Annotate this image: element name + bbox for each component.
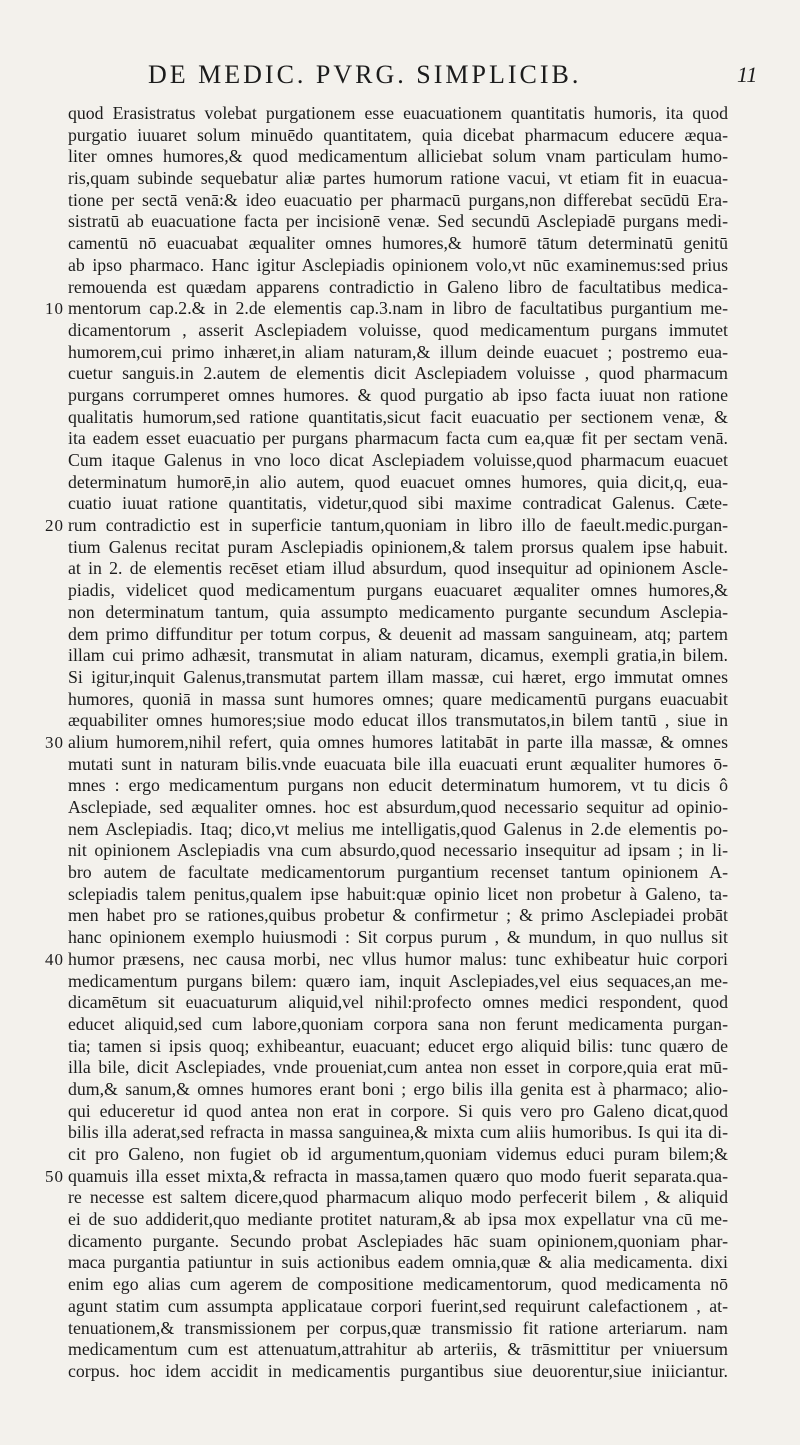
text-line: sistratū ab euacuatione facta per incisionē venæ. Sed secundū Asclepiadē purgans medi-: [68, 211, 728, 232]
text-line: purgatio iuuaret solum minuēdo quantitatem, quia dicebat pharmacum educere æqua-: [68, 124, 728, 145]
text-line: bilis illa aderat,sed refracta in massa sanguinea,& mixta cum aliis humoribus. Is qui ita di-: [68, 1122, 728, 1143]
text-line: dicamētum sit euacuaturum aliquid,vel nihil:profecto omnes medici respondent, quod: [68, 992, 728, 1013]
text-line: ris,quam subinde sequebatur aliæ partes humorum ratione vacui, vt etiam fit in euacua-: [68, 168, 728, 189]
text-line: corpus. hoc idem accidit in medicamentis purgantibus siue deuorentur,siue iniiciantur.: [68, 1360, 728, 1381]
text-line: bro autem de facultate medicamentorum purgantium recenset tantum opinionem A-: [68, 862, 728, 883]
running-title: DE MEDIC. PVRG. SIMPLICIB.: [148, 60, 582, 89]
text-line: enim ego alias cum agerem de compositione medicamentorum, quod medicamenta nō: [68, 1274, 728, 1295]
text-line: humor præsens, nec causa morbi, nec vllus humor malus: tunc exhibeatur huic corpori: [68, 948, 728, 969]
text-line: ei de suo addiderit,quo mediante protitet naturam,& ab ipsa mox expellatur vna cū me-: [68, 1209, 728, 1230]
text-line: Cum itaque Galenus in vno loco dicat Asclepiadem voluisse,quod pharmacum euacuet: [68, 450, 728, 470]
text-line: medicamentum cum est attenuatum,attrahitur ab arteriis, & trāsmittitur per vniuersum: [68, 1339, 728, 1360]
body-text: [68, 103, 728, 1383]
text-line: re necesse est saltem dicere,quod pharmacum aliquo modo perfecerit bilem , & aliquid: [68, 1187, 728, 1208]
text-line: tium Galenus recitat puram Asclepiadis opinionem,& talem prorsus qualem ipse habuit.: [68, 536, 728, 557]
text-line: rum contradictio est in superficie tantum,quoniam in libro illo de faeult.medic.purgan-: [68, 515, 728, 536]
text-line: determinatum humorē,in alio autem, quod euacuet omnes humores, quia dicit,q, eua-: [68, 471, 728, 492]
text-line: tione per sectā venā:& ideo euacuatio per pharmacū purgans,non differebat secūdū Era-: [68, 189, 728, 210]
text-line: cuatio iuuat ratione quantitatis, videtur,quod sibi maxime contradicat Galenus. Cæte-: [68, 493, 728, 514]
text-line: quod Erasistratus volebat purgationem esse euacuationem quantitatis humoris, ita quod: [68, 103, 728, 123]
text-line: educet aliquid,sed cum labore,quoniam corpora sana non ferunt medicamenta purgan-: [68, 1013, 728, 1034]
text-line: qualitatis humorum,sed ratione quantitatis,sicut facit euacuatio per sectionem venæ, &: [68, 406, 728, 427]
text-line: remouenda est quædam apparens contradictio in Galeno libro de facultatibus medica-: [68, 276, 728, 297]
text-line: nit opinionem Asclepiadis vna cum absurdo,quod necessario insequitur ad ipsam ; in li-: [68, 840, 728, 861]
text-line: liter omnes humores,& quod medicamentum alliciebat solum vnam particulam humo-: [68, 146, 728, 167]
text-line: tenuationem,& transmissionem per corpus,quæ transmissio fit ratione arteriarum. nam: [68, 1317, 728, 1338]
text-line: quamuis illa esset mixta,& refracta in massa,tamen quæro quo modo fuerit separata.qua-: [68, 1165, 728, 1186]
text-line: dicamentorum , asserit Asclepiadem voluisse, quod medicamentum purgans immutet: [68, 319, 728, 340]
text-line: illam cui primo adhæsit, transmutat in aliam naturam, dicamus, exempli gratia,in bilem.: [68, 645, 728, 666]
text-line: hanc opinionem exemplo huiusmodi : Sit corpus purum , & mundum, in quo nullus sit: [68, 927, 728, 948]
text-line: cit pro Galeno, non fugiet ob id argumentum,quoniam videmus educi puram bilem;&: [68, 1144, 728, 1164]
text-line: mutati sunt in naturam bilis.vnde euacuata bile illa euacuati erunt æqualiter humores ō-: [68, 753, 728, 774]
text-line: dicamento purgante. Secundo probat Asclepiades hāc suam opinionem,quoniam phar-: [68, 1230, 728, 1251]
text-line: cuetur sanguis.in 2.autem de elementis dicit Asclepiadem voluisse , quod pharmacum: [68, 363, 728, 384]
text-line: dem primo diffunditur per totum corpus, & deuenit ad massam sanguineam, atq; partem: [68, 623, 728, 644]
text-line: Asclepiade, sed æqualiter omnes. hoc est absurdum,quod necessario sequitur ad opinio-: [68, 797, 728, 817]
text-line: at in 2. de elementis recēset etiam illud absurdum, quod insequitur ad opinionem Ascle-: [68, 558, 728, 579]
text-line: piadis, videlicet quod medicamentum purgans euacuaret æqualiter omnes humores,&: [68, 580, 728, 601]
page-header: [0, 60, 800, 100]
text-line: nem Asclepiadis. Itaq; dico,vt melius me intelligatis,quod Galenus in 2.de elementis po-: [68, 818, 728, 839]
text-line: Si igitur,inquit Galenus,transmutat partem illam massæ, cui hæret, ergo immutat omnes: [68, 666, 728, 687]
text-line: agunt statim cum assumpta applicataue corpori fuerint,sed requirunt calefactionem , at-: [68, 1295, 728, 1316]
text-line: mnes : ergo medicamentum purgans non educit determinatum humorem, vt tu dicis ô: [68, 775, 728, 796]
text-line: illa bile, dicit Asclepiades, vnde proueniat,cum antea non esset in corpore,quia erat mū-: [68, 1057, 728, 1078]
text-line: humorem,cui primo inhæret,in aliam naturam,& illum deinde euacuet ; postremo eua-: [68, 341, 728, 362]
margin-line-number: 20: [45, 516, 64, 536]
text-line: ab ipso pharmaco. Hanc igitur Asclepiadis opinionem volo,vt nūc examinemus:sed prius: [68, 254, 728, 275]
margin-line-number: 50: [45, 1167, 64, 1187]
text-line: maca purgantia patiuntur in suis actionibus eadem omnia,quæ & alia medicamenta. dixi: [68, 1252, 728, 1273]
text-line: camentū nō euacuabat æqualiter omnes humores,& humorē tātum determinatū genitū: [68, 233, 728, 254]
text-line: purgans corrumperet omnes humores. & quod purgatio ab ipso facta iuuat non ratione: [68, 384, 728, 405]
text-line: ita eadem esset euacuatio per purgans pharmacum facta cum ea,quæ fit per sectam venā.: [68, 428, 728, 449]
text-line: humores, quoniā in massa sunt humores omnes; quare medicamentū purgans euacuabit: [68, 688, 728, 709]
text-line: dum,& sanum,& omnes humores erant boni ; ergo bilis illa genita est à pharmaco; alio-: [68, 1078, 728, 1099]
margin-line-number: 40: [45, 950, 64, 970]
text-line: tia; tamen si ipsis quoq; exhibeantur, euacuant; educet ergo aliquid bilis: tunc quæro de: [68, 1035, 728, 1056]
text-line: non determinatum tantum, quia assumpto medicamento purgante secundum Asclepia-: [68, 601, 728, 622]
text-line: men habet pro se rationes,quibus probetur & confirmetur ; & primo Asclepiadei probāt: [68, 905, 728, 926]
text-line: alium humorem,nihil refert, quia omnes humores latitabāt in parte illa massæ, & omnes: [68, 731, 728, 752]
text-line: mentorum cap.2.& in 2.de elementis cap.3.nam in libro de facultatibus purgantium me-: [68, 298, 728, 319]
text-line: sclepiadis talem penitus,qualem ipse habuit:quæ opinio licet non probetur à Galeno, ta-: [68, 883, 728, 904]
margin-line-number: 30: [45, 733, 64, 753]
text-line: qui educeretur id quod antea non erat in corpore. Si quis vero pro Galeno dicat,quod: [68, 1100, 728, 1121]
page-number: 11: [737, 62, 758, 87]
text-line: æquabiliter omnes humores;siue modo educat illos transmutatos,in bilem tantū , siue in: [68, 710, 728, 731]
margin-line-number: 10: [45, 299, 64, 319]
text-line: medicamentum purgans bilem: quæro iam, inquit Asclepiades,vel eius sequaces,an me-: [68, 970, 728, 991]
